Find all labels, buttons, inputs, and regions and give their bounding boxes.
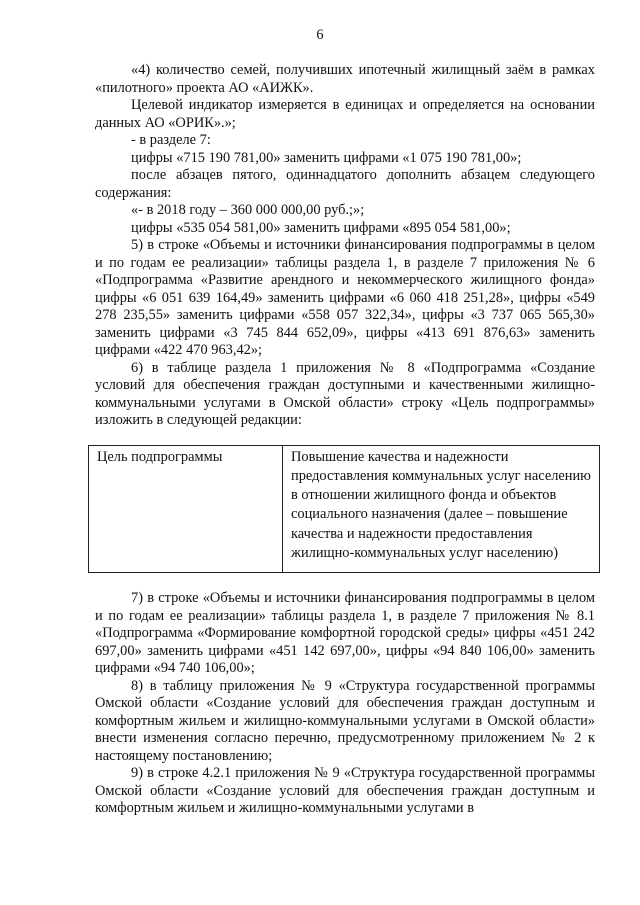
paragraph-item-7: 7) в строке «Объемы и источники финансирования подпрограммы в целом и по годам ее реализации» таблицы раздела 1, в разделе 7 приложения № 8.1 «Подпрограмма «Формирование комфортной городской среды» цифры «451 242 697,00» заменить цифрами «451 142 697,00», цифры «94 840 106,00» заменить цифрами «94 740 106,00»; [95, 590, 595, 677]
page-number: 6 [316, 27, 324, 43]
paragraph-section-7: - в разделе 7: [131, 132, 211, 148]
paragraph-item-8: 8) в таблицу приложения № 9 «Структура государственной программы Омской области «Создание условий для обеспечения граждан доступным и комфортным жильем и жилищно-коммунальными услугами в Омской области» внести изменения согласно перечню, предусмотренному приложением № 2 к настоящему постановлению; [95, 677, 595, 764]
paragraph-add-after: после абзацев пятого, одиннадцатого дополнить абзацем следующего содержания: [95, 167, 595, 201]
table-cell-label: Цель подпрограммы [89, 445, 283, 573]
paragraph-item-4: «4) количество семей, получивших ипотечный жилищный заём в рамках «пилотного» проекта АО «АИЖК». [95, 62, 595, 96]
paragraph-quote-2018: «- в 2018 году – 360 000 000,00 руб.;»; [131, 202, 365, 218]
paragraph-replace-figures-2: цифры «535 054 581,00» заменить цифрами «895 054 581,00»; [131, 219, 511, 236]
paragraph-item-5: 5) в строке «Объемы и источники финансирования подпрограммы в целом и по годам ее реализации» таблицы раздела 1, в разделе 7 приложения № 6 «Подпрограмма «Развитие арендного и некоммерческого жилищного фонда» цифры «6 051 639 164,49» заменить цифрами «6 060 418 251,28», цифры «549 278 235,55» заменить цифрами «558 057 322,34», цифры «3 737 065 565,30» заменить цифрами «3 745 844 652,09», цифры «413 691 876,63» заменить цифрами «422 470 963,42»; [95, 237, 595, 358]
goal-table [88, 445, 600, 574]
paragraph-item-9: 9) в строке 4.2.1 приложения № 9 «Структура государственной программы Омской области «Создание условий для обеспечения граждан доступным и комфортным жильем и жилищно-коммунальными услугами в [95, 765, 595, 817]
table-row [89, 445, 600, 573]
paragraph-item-6: 6) в таблице раздела 1 приложения № 8 «Подпрограмма «Создание условий для обеспечения граждан доступными и качественными жилищно-коммунальными услугами в Омской области» строку «Цель подпрограммы» изложить в следующей редакции: [95, 359, 595, 428]
table-cell-value: Повышение качества и надежности предоставления коммунальных услуг населению в отношении жилищного фонда и объектов социального назначения (далее – повышение качества и надежности предоставления жилищно-коммунальных услуг населению) [283, 445, 600, 573]
paragraph-target-indicator: Целевой индикатор измеряется в единицах и определяется на основании данных АО «ОРИК».»; [95, 97, 595, 131]
document-body [95, 62, 595, 818]
paragraph-replace-figures-1: цифры «715 190 781,00» заменить цифрами «1 075 190 781,00»; [131, 149, 522, 166]
